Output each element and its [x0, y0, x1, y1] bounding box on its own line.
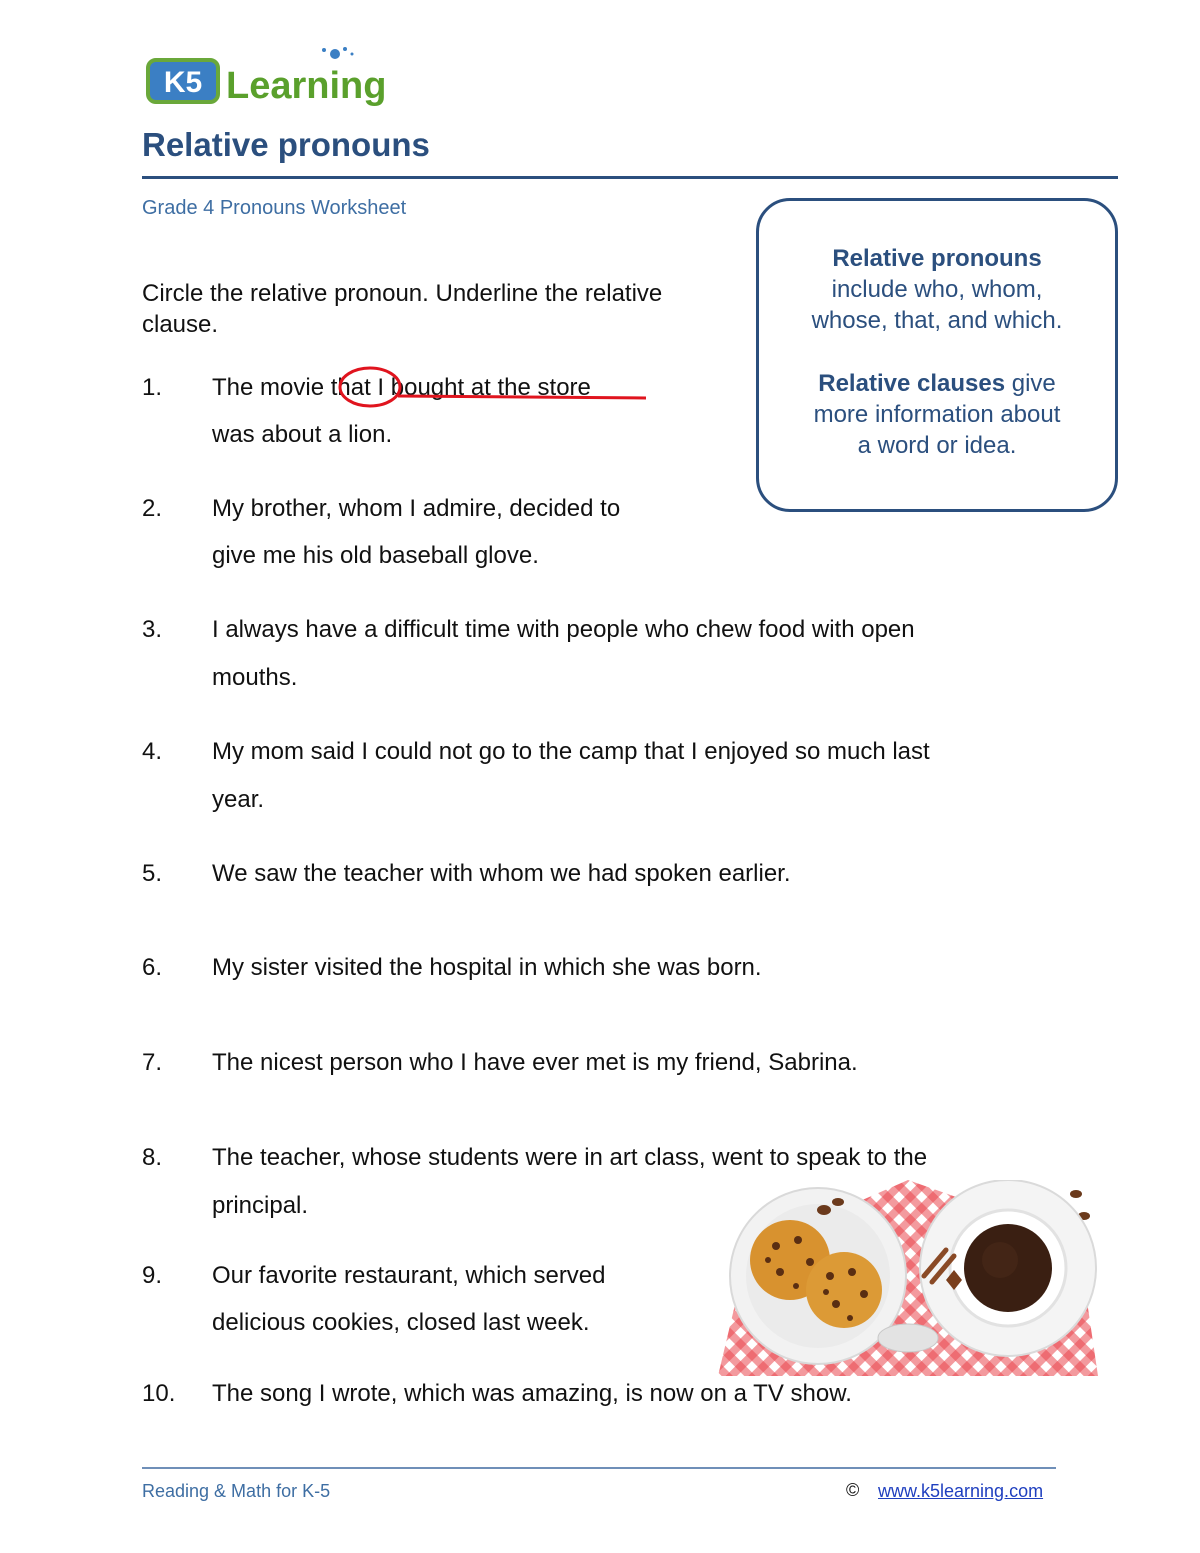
instructions: Circle the relative pronoun. Underline the relative clause.	[142, 280, 663, 338]
question-number: 9.	[142, 1262, 163, 1289]
info-term-relative-clauses: Relative clauses	[818, 370, 1006, 397]
cookies-and-coffee-illustration	[718, 1180, 1098, 1376]
question-text: My sister visited the hospital in which she was born.	[212, 954, 762, 981]
question-text-continued: principal.	[212, 1192, 309, 1219]
question-number: 2.	[142, 495, 163, 522]
question-number: 8.	[142, 1144, 163, 1171]
question-text-continued: was about a lion.	[212, 421, 393, 448]
question-number: 1.	[142, 374, 163, 401]
page-title: Relative pronouns	[142, 126, 430, 163]
logo-mark: K5	[163, 66, 203, 99]
question-text: The song I wrote, which was amazing, is now on a TV show.	[212, 1380, 852, 1407]
question-text-continued: mouths.	[212, 664, 298, 691]
question-text: My brother, whom I admire, decided to	[212, 495, 621, 522]
question-number: 10.	[142, 1380, 176, 1407]
info-definition-line: give	[1005, 370, 1056, 397]
footer-tagline: Reading & Math for K-5	[142, 1481, 331, 1501]
info-definition-line: more information about	[813, 401, 1061, 428]
question-number: 3.	[142, 616, 163, 643]
info-box	[756, 198, 1118, 512]
info-definition-line: include who, whom,	[831, 276, 1043, 303]
info-definition-line: a word or idea.	[857, 432, 1017, 459]
question-text: We saw the teacher with whom we had spoken earlier.	[212, 860, 791, 887]
question-text-continued: year.	[212, 786, 265, 813]
question-number: 4.	[142, 738, 163, 765]
question-number: 7.	[142, 1049, 163, 1076]
title-divider	[142, 176, 1118, 179]
copyright-symbol: ©	[846, 1480, 860, 1500]
footer-divider	[142, 1467, 1056, 1469]
question-text: My mom said I could not go to the camp that I enjoyed so much last	[212, 738, 930, 765]
question-number: 5.	[142, 860, 163, 887]
question-text-continued: delicious cookies, closed last week.	[212, 1309, 590, 1336]
question-text: The nicest person who I have ever met is my friend, Sabrina.	[212, 1049, 858, 1076]
info-definition-line: whose, that, and which.	[811, 307, 1063, 334]
k5-learning-logo	[144, 44, 404, 110]
question-text-continued: give me his old baseball glove.	[212, 542, 539, 569]
question-text: The movie that I bought at the store	[212, 374, 591, 401]
question-text: The teacher, whose students were in art class, went to speak to the	[212, 1144, 928, 1171]
question-text: I always have a difficult time with people who chew food with open	[212, 616, 915, 643]
logo-word: Learning	[226, 65, 387, 107]
question-number: 6.	[142, 954, 163, 981]
question-text: Our favorite restaurant, which served	[212, 1262, 606, 1289]
website-link[interactable]: www.k5learning.com	[878, 1481, 1044, 1501]
worksheet-subtitle: Grade 4 Pronouns Worksheet	[142, 197, 407, 219]
info-term-relative-pronouns: Relative pronouns	[832, 245, 1042, 272]
